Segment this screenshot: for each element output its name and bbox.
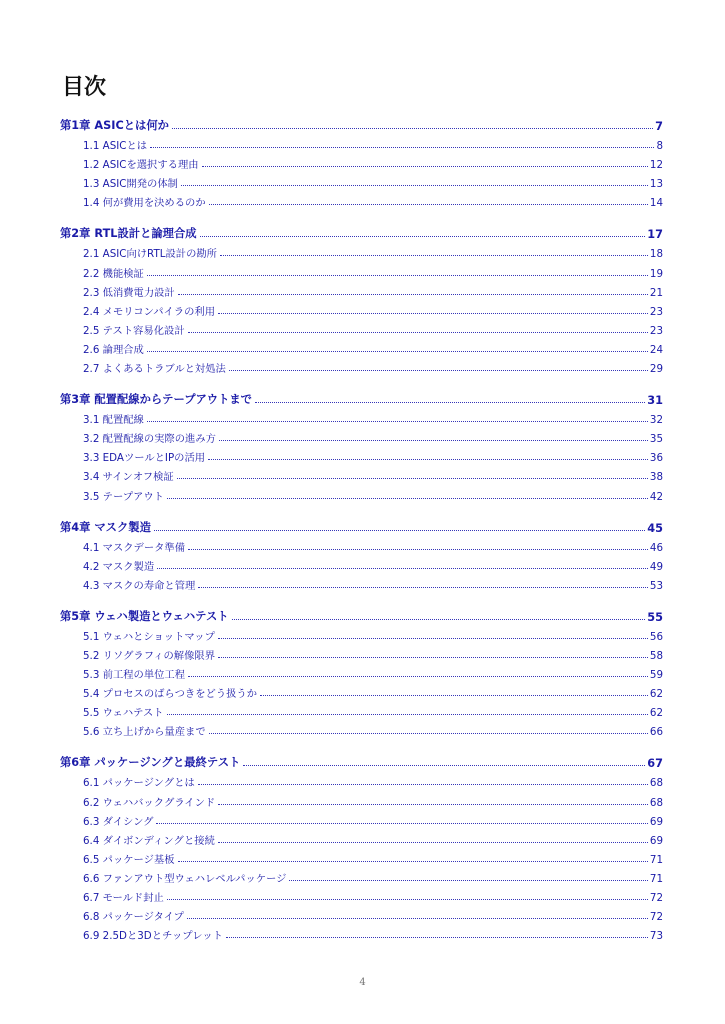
toc-section-entry-label: 6.1 パッケージングとは — [83, 777, 195, 790]
toc-section-entry[interactable] — [60, 407, 663, 426]
toc-section-entry[interactable] — [60, 260, 663, 279]
toc-section-entry-label: 5.1 ウェハとショットマップ — [83, 630, 215, 643]
dot-leader — [147, 350, 648, 352]
toc-section-entry-page: 71 — [649, 853, 663, 866]
toc-section-entry[interactable] — [60, 885, 663, 904]
toc-section-entry-page: 73 — [649, 930, 663, 943]
toc-section-entry[interactable] — [60, 643, 663, 662]
toc-chapter-entry-page: 67 — [647, 757, 663, 771]
toc-section-entry-label: 2.5 テスト容易化設計 — [83, 324, 185, 337]
toc-chapter-entry-label: 第4章 マスク製造 — [60, 520, 151, 534]
toc-chapter-entry[interactable] — [60, 113, 663, 133]
toc-section-entry-page: 32 — [649, 414, 663, 427]
toc-chapter-entry[interactable] — [60, 515, 663, 535]
toc-section-entry-label: 3.2 配置配線の実際の進み方 — [83, 433, 216, 446]
toc-section-entry-label: 6.7 モールド封止 — [83, 892, 164, 904]
toc-chapter — [60, 515, 663, 592]
dot-leader — [219, 439, 648, 441]
toc-section-entry-label: 4.2 マスク製造 — [83, 560, 155, 573]
toc-section-entry-label: 2.6 論理合成 — [83, 343, 144, 356]
toc-section-entry-page: 12 — [649, 159, 663, 172]
dot-leader — [177, 477, 648, 479]
dot-leader — [178, 293, 648, 295]
toc-section-entry-label: 5.4 プロセスのばらつきをどう扱うか — [83, 688, 257, 701]
toc-section-entry[interactable] — [60, 280, 663, 299]
toc-section-entry-page: 21 — [649, 286, 663, 299]
toc-section-entry-page: 14 — [649, 197, 663, 210]
toc-section-entry-page: 69 — [649, 834, 663, 847]
toc-section-entry-page: 68 — [649, 796, 663, 809]
toc-section-entry[interactable] — [60, 318, 663, 337]
toc-chapter-entry-label: 第3章 配置配線からテープアウトまで — [60, 393, 252, 407]
toc-section-entry[interactable] — [60, 337, 663, 356]
toc-section-entry[interactable] — [60, 241, 663, 260]
toc-section-entry-label: 4.3 マスクの寿命と管理 — [83, 579, 196, 592]
toc-section-entry-page: 46 — [649, 541, 663, 554]
toc-section-entry-label: 5.5 ウェハテスト — [83, 707, 164, 720]
toc-chapter — [60, 113, 663, 209]
toc-section-entry-page: 23 — [649, 305, 663, 318]
toc-section-entry-label: 1.4 何が費用を決めるのか — [83, 197, 206, 210]
toc-chapter-entry-page: 55 — [647, 610, 663, 624]
toc-chapter-entry[interactable] — [60, 750, 663, 770]
toc-section-entry-page: 72 — [649, 892, 663, 904]
toc-section-entry[interactable] — [60, 847, 663, 866]
toc-chapter — [60, 750, 663, 942]
toc-chapter-entry-page: 45 — [647, 521, 663, 535]
dot-leader — [178, 860, 648, 862]
toc-section-entry[interactable] — [60, 535, 663, 554]
toc-section-entry-page: 68 — [649, 777, 663, 790]
dot-leader — [167, 898, 648, 900]
toc-section-entry-label: 5.6 立ち上げから量産まで — [83, 726, 206, 739]
toc-section-entry-page: 71 — [649, 872, 663, 885]
toc-chapter-entry[interactable] — [60, 604, 663, 624]
toc-section-entry-page: 49 — [649, 560, 663, 573]
toc-section-entry-page: 8 — [656, 140, 663, 153]
toc-section-entry-label: 6.3 ダイシング — [83, 815, 154, 828]
toc-section-entry-label: 3.4 サインオフ検証 — [83, 471, 174, 484]
toc-section-entry-label: 6.4 ダイボンディングと接続 — [83, 834, 215, 847]
dot-leader — [187, 917, 648, 919]
toc-section-entry[interactable] — [60, 190, 663, 209]
toc-chapter-entry-label: 第5章 ウェハ製造とウェハテスト — [60, 609, 229, 623]
toc-section-entry[interactable] — [60, 923, 663, 942]
dot-leader — [232, 618, 646, 620]
toc-section-entry[interactable] — [60, 171, 663, 190]
toc-section-entry-page: 36 — [649, 452, 663, 465]
toc-section-entry-page: 66 — [649, 726, 663, 739]
toc-section-entry[interactable] — [60, 426, 663, 445]
toc-section-entry-page: 56 — [649, 630, 663, 643]
toc-section-entry-label: 1.3 ASIC開発の体制 — [83, 178, 178, 191]
toc-section-entry-label: 2.7 よくあるトラブルと対処法 — [83, 363, 226, 376]
toc-section-entry-label: 5.3 前工程の単位工程 — [83, 669, 186, 682]
toc-section-entry-page: 69 — [649, 815, 663, 828]
toc-section-entry[interactable] — [60, 573, 663, 592]
toc-section-entry-label: 6.9 2.5Dと3Dとチップレット — [83, 930, 223, 943]
dot-leader — [220, 254, 648, 256]
toc-section-entry[interactable] — [60, 904, 663, 923]
toc-section-entry-page: 23 — [649, 324, 663, 337]
toc-section-entry-page: 38 — [649, 471, 663, 484]
dot-leader — [147, 274, 648, 276]
toc-section-entry-page: 42 — [649, 490, 663, 503]
toc-section-entry-label: 6.5 パッケージ基板 — [83, 853, 175, 866]
toc-section-entry[interactable] — [60, 483, 663, 502]
dot-leader — [229, 369, 648, 371]
toc-section-entry-page: 58 — [649, 649, 663, 662]
toc-chapter-entry-label: 第6章 パッケージングと最終テスト — [60, 756, 241, 770]
toc-section-entry[interactable] — [60, 464, 663, 483]
toc-chapter — [60, 387, 663, 502]
dot-leader — [188, 548, 648, 550]
toc-section-entry-label: 2.3 低消費電力設計 — [83, 286, 175, 299]
toc-section-entry[interactable] — [60, 681, 663, 700]
toc-section-entry-label: 2.4 メモリコンパイラの利用 — [83, 305, 215, 318]
toc-section-entry[interactable] — [60, 445, 663, 464]
toc-section-entry[interactable] — [60, 624, 663, 643]
toc-section-entry[interactable] — [60, 152, 663, 171]
toc-section-entry-label: 3.3 EDAツールとIPの活用 — [83, 452, 206, 465]
dot-leader — [218, 841, 648, 843]
toc-section-entry-page: 13 — [649, 178, 663, 191]
toc-section-entry-page: 59 — [649, 669, 663, 682]
toc-section-entry-page: 72 — [649, 911, 663, 924]
toc-section-entry-page: 53 — [649, 579, 663, 592]
dot-leader — [218, 637, 648, 639]
toc-section-entry-label: 1.1 ASICとは — [83, 140, 148, 153]
toc-chapter-entry-label: 第1章 ASICとは何か — [60, 119, 169, 132]
toc-section-entry-label: 5.2 リソグラフィの解像限界 — [83, 649, 215, 662]
dot-leader — [218, 312, 648, 314]
dot-leader — [218, 803, 648, 805]
dot-leader — [243, 764, 645, 766]
toc-section-entry-label: 6.8 パッケージタイプ — [83, 911, 184, 924]
page-number: 4 — [359, 977, 366, 988]
toc-chapter — [60, 604, 663, 739]
toc-section-entry-label: 3.5 テープアウト — [83, 490, 164, 503]
toc-section-entry[interactable] — [60, 662, 663, 681]
dot-leader — [181, 184, 648, 186]
toc-section-entry-page: 29 — [649, 363, 663, 376]
toc-section-entry[interactable] — [60, 700, 663, 719]
dot-leader — [255, 401, 645, 403]
dot-leader — [198, 783, 648, 785]
dot-leader — [260, 694, 648, 696]
toc-section-entry-label: 2.1 ASIC向けRTL設計の勘所 — [83, 248, 217, 261]
toc-chapter-entry[interactable] — [60, 221, 663, 241]
toc-section-entry-label: 4.1 マスクデータ準備 — [83, 541, 186, 554]
dot-leader — [218, 656, 648, 658]
dot-leader — [188, 675, 648, 677]
toc-section-entry-page: 62 — [649, 688, 663, 701]
toc-section-entry[interactable] — [60, 809, 663, 828]
toc-chapter-entry[interactable] — [60, 387, 663, 407]
dot-leader — [150, 146, 654, 148]
dot-leader — [198, 586, 648, 588]
toc-section-entry-label: 6.6 ファンアウト型ウェハレベルパッケージ — [83, 872, 287, 885]
page-title: 目次 — [62, 75, 107, 100]
toc-section-entry[interactable] — [60, 719, 663, 738]
toc-section-entry[interactable] — [60, 554, 663, 573]
dot-leader — [289, 879, 647, 881]
dot-leader — [167, 713, 648, 715]
toc-chapter-entry-page: 31 — [647, 394, 663, 408]
toc-section-entry-label: 6.2 ウェハバックグラインド — [83, 796, 216, 809]
dot-leader — [156, 822, 647, 824]
dot-leader — [209, 203, 648, 205]
dot-leader — [208, 458, 648, 460]
toc-section-entry-page: 35 — [649, 433, 663, 446]
toc-section-entry-label: 1.2 ASICを選択する理由 — [83, 159, 199, 172]
toc-section-entry[interactable] — [60, 770, 663, 789]
dot-leader — [157, 567, 648, 569]
toc-section-entry[interactable] — [60, 828, 663, 847]
dot-leader — [167, 497, 648, 499]
dot-leader — [226, 936, 648, 938]
toc-section-entry-page: 62 — [649, 707, 663, 720]
toc-section-entry[interactable] — [60, 789, 663, 808]
toc-section-entry[interactable] — [60, 299, 663, 318]
dot-leader — [172, 127, 653, 129]
toc-chapter-entry-page: 7 — [655, 120, 663, 133]
toc-section-entry-page: 24 — [649, 343, 663, 356]
toc-chapter — [60, 221, 663, 375]
toc-section-entry-label: 3.1 配置配線 — [83, 414, 144, 427]
toc-section-entry[interactable] — [60, 133, 663, 152]
toc-section-entry-page: 19 — [649, 267, 663, 280]
dot-leader — [202, 165, 648, 167]
toc-chapter-entry-label: 第2章 RTL設計と論理合成 — [60, 227, 197, 241]
toc-section-entry[interactable] — [60, 356, 663, 375]
toc-section-entry-label: 2.2 機能検証 — [83, 267, 144, 280]
toc-section-entry-page: 18 — [649, 248, 663, 261]
table-of-contents — [60, 113, 663, 954]
dot-leader — [154, 529, 645, 531]
dot-leader — [200, 235, 646, 237]
dot-leader — [147, 420, 648, 422]
dot-leader — [188, 331, 648, 333]
toc-chapter-entry-page: 17 — [647, 228, 663, 242]
toc-section-entry[interactable] — [60, 866, 663, 885]
dot-leader — [209, 732, 648, 734]
